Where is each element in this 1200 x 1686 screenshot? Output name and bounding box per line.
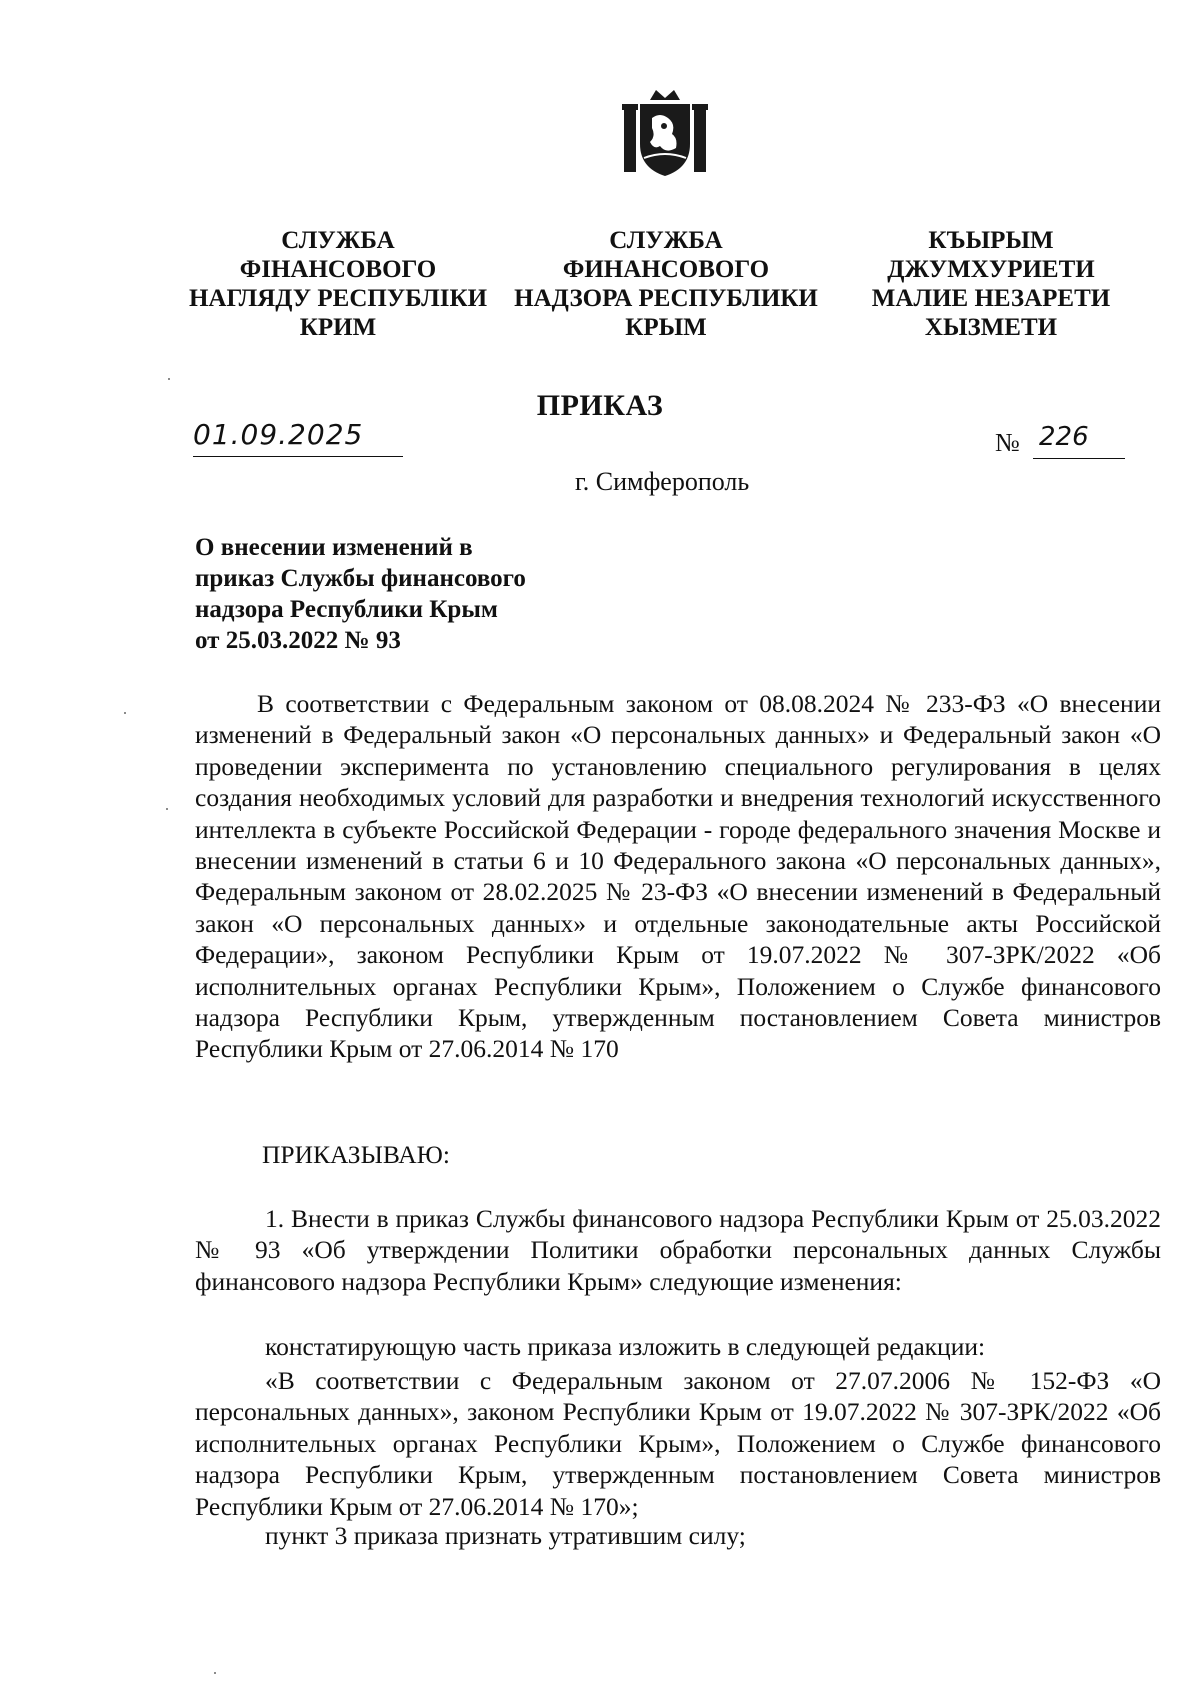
document-subject: О внесении изменений в приказ Службы финансового надзора Республики Крым от 25.03.2022 № 93 xyxy=(195,534,526,654)
number-sign: № xyxy=(995,428,1020,457)
document-date-field xyxy=(193,418,403,457)
scan-speck xyxy=(214,1672,216,1674)
org-name-russian: СЛУЖБА ФИНАНСОВОГО НАДЗОРА РЕСПУБЛИКИ КРЫМ xyxy=(514,227,818,341)
document-number-field xyxy=(995,424,1130,462)
preamble-paragraph: В соответствии с Федеральным законом от 08.08.2024 № 233-ФЗ «О внесении изменений в Федеральный закон «О персональных данных» и Федеральный закон «О проведении эксперимента по установлению специального регулирования в целях создания необходимых условий для разработки и внедрения технологий искусственного интеллекта в субъекте Российской Федерации - городе федерального значения Москве и внесении изменений в статьи 6 и 10 Федерального закона «О персональных данных», Федеральным законом от 28.02.2025 № 23-ФЗ «О внесении изменений в Федеральный закон «О персональных данных» и отдельные законодательные акты Российской Федерации», законом Республики Крым от 19.07.2022 № 307-ЗРК/2022 «Об исполнительных органах Республики Крым», Положением о Службе финансового надзора Республики Крым, утвержденным постановлением Совета министров Республики Крым от 27.06.2014 № 170 xyxy=(195,689,1161,1064)
change-text-paragraph: «В соответствии с Федеральным законом от 27.07.2006 № 152-ФЗ «О персональных данных», законом Республики Крым от 19.07.2022 № 307-ЗРК/2022 «Об исполнительных органах Республики Крым», Положением о Службе финансового надзора Республики Крым, утвержденным постановлением Совета министров Республики Крым от 27.06.2014 № 170»; xyxy=(195,1366,1161,1521)
scan-speck xyxy=(166,808,168,810)
change-intro-paragraph: констатирующую часть приказа изложить в следующей редакции: xyxy=(265,1332,986,1361)
order-word: ПРИКАЗЫВАЮ: xyxy=(262,1140,450,1169)
scan-speck xyxy=(168,378,170,380)
crimea-coat-of-arms-icon xyxy=(620,88,710,180)
document-city: г. Симферополь xyxy=(575,467,750,496)
document-date: 01.09.2025 xyxy=(193,418,364,451)
org-name-crimean-tatar: КЪЫРЫМ ДЖУМХУРИЕТИ МАЛИЕ НЕЗАРЕТИ ХЫЗМЕТИ xyxy=(871,227,1111,341)
document-title: ПРИКАЗ xyxy=(536,389,664,422)
org-name-ukrainian: СЛУЖБА ФІНАНСОВОГО НАГЛЯДУ РЕСПУБЛІКИ КРИМ xyxy=(188,227,488,341)
document-number: 226 xyxy=(1039,422,1089,452)
scan-speck xyxy=(124,712,126,714)
item-1-paragraph: 1. Внести в приказ Службы финансового надзора Республики Крым от 25.03.2022 № 93 «Об утверждении Политики обработки персональных данных Службы финансового надзора Республики Крым» следующие изменения: xyxy=(195,1204,1161,1296)
change-point3-paragraph: пункт 3 приказа признать утратившим силу; xyxy=(265,1521,746,1550)
